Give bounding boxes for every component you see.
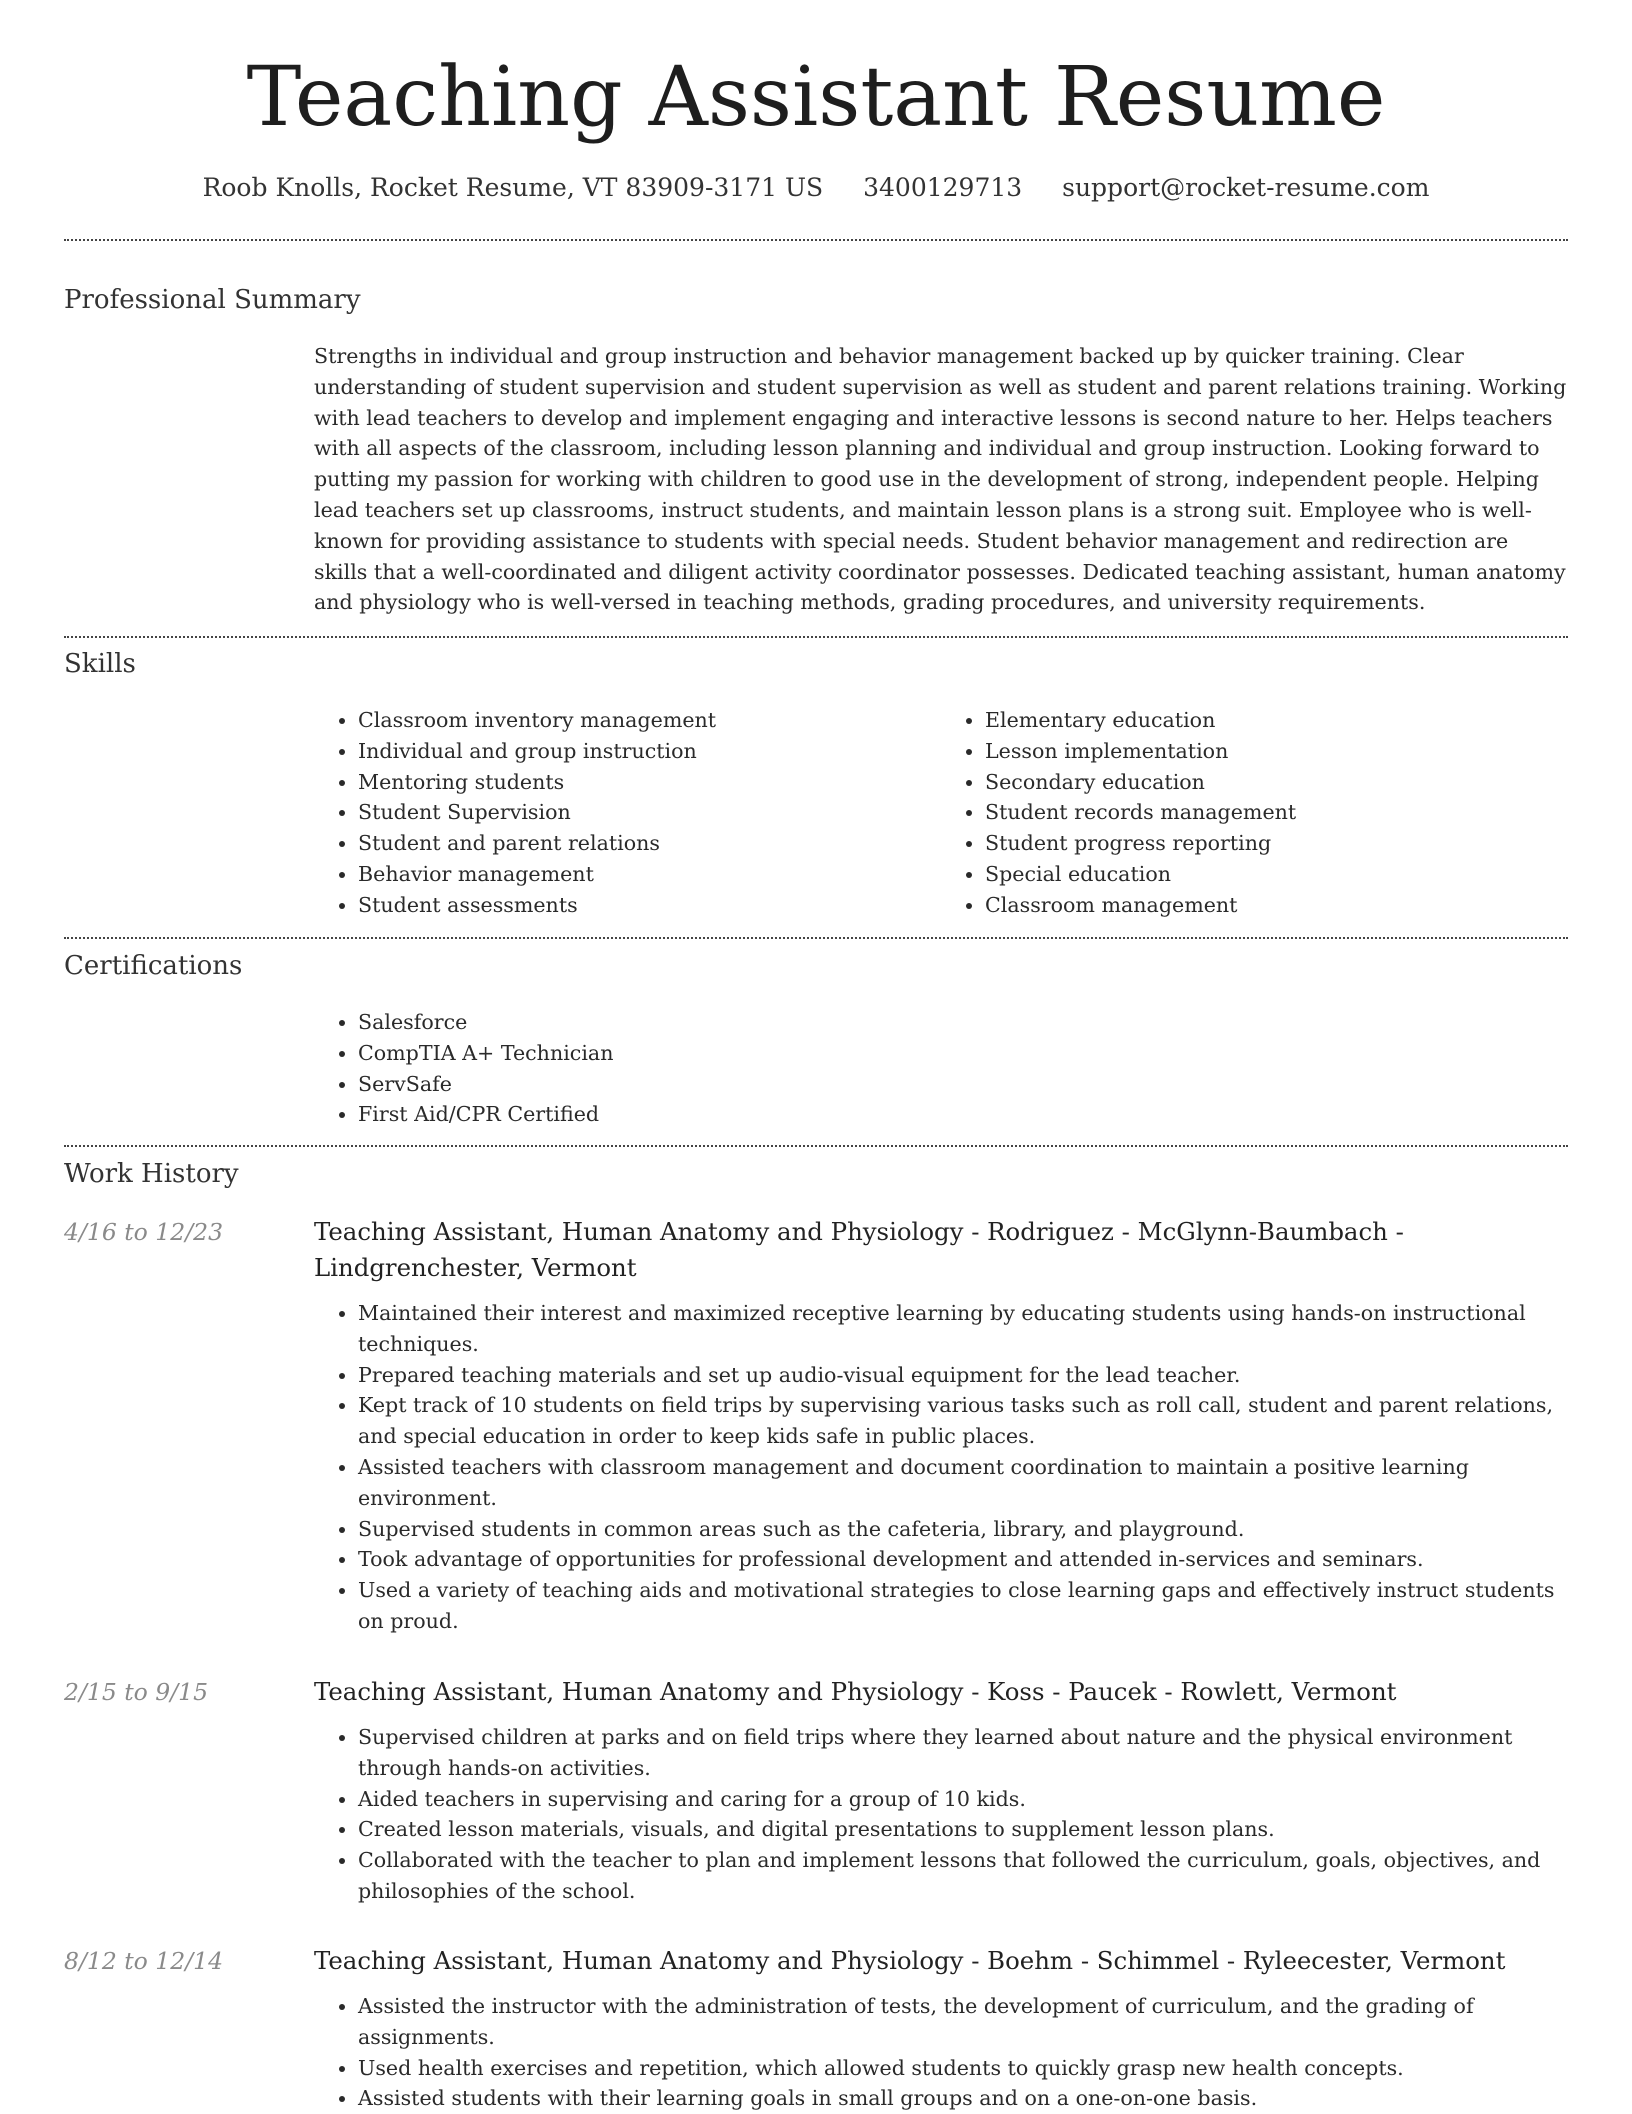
certification-item: • First Aid/CPR Certified bbox=[358, 1099, 1568, 1130]
skill-item: • Student assessments bbox=[358, 890, 941, 921]
skill-item: • Secondary education bbox=[985, 767, 1568, 798]
certification-item: • Salesforce bbox=[358, 1007, 1568, 1038]
skill-item: • Lesson implementation bbox=[985, 736, 1568, 767]
job-bullet: • Collaborated with the teacher to plan and implement lessons that followed the curriculum, goals, objectives, and philosophies of the school. bbox=[358, 1845, 1568, 1907]
certifications-section bbox=[314, 1007, 1568, 1130]
job-bullets bbox=[314, 1298, 1568, 1637]
job-title: Teaching Assistant, Human Anatomy and Physiology - Rodriguez - McGlynn-Baumbach - Lindgrenchester, Vermont bbox=[314, 1217, 1404, 1282]
job-entry bbox=[314, 1214, 1568, 1637]
skill-item: • Classroom management bbox=[985, 890, 1568, 921]
job-bullet: • Assisted the instructor with the administration of tests, the development of curriculum, and the grading of assignments. bbox=[358, 1991, 1568, 2053]
job-entry bbox=[314, 1674, 1568, 1907]
skills-section bbox=[314, 705, 1568, 921]
certification-item: • CompTIA A+ Technician bbox=[358, 1038, 1568, 1069]
skill-item: • Behavior management bbox=[358, 859, 941, 890]
skill-item: • Student and parent relations bbox=[358, 828, 941, 859]
work-history-heading: Work History bbox=[64, 1159, 239, 1189]
skills-list-left bbox=[314, 705, 941, 921]
job-bullet: • Kept track of 10 students on field trips by supervising various tasks such as roll call, student and parent relations, and special education in order to keep kids safe in public places. bbox=[358, 1390, 1568, 1452]
job-bullet: • Assisted students with their learning goals in small groups and on a one-on-one basis. bbox=[358, 2083, 1568, 2114]
job-bullet: • Created lesson materials, visuals, and digital presentations to supplement lesson plans. bbox=[358, 1814, 1568, 1845]
contact-address: Roob Knolls, Rocket Resume, VT 83909-3171 US bbox=[202, 173, 824, 202]
job-bullet: • Supervised children at parks and on field trips where they learned about nature and the physical environment through hands-on activities. bbox=[358, 1722, 1568, 1784]
skill-item: • Individual and group instruction bbox=[358, 736, 941, 767]
job-bullet: • Took advantage of opportunities for professional development and attended in-services and seminars. bbox=[358, 1544, 1568, 1575]
job-bullet: • Prepared teaching materials and set up audio-visual equipment for the lead teacher. bbox=[358, 1360, 1568, 1391]
contact-line bbox=[64, 168, 1568, 208]
divider bbox=[64, 937, 1568, 939]
skill-item: • Special education bbox=[985, 859, 1568, 890]
job-date: 8/12 to 12/14 bbox=[64, 1947, 224, 1975]
skill-item: • Student Supervision bbox=[358, 797, 941, 828]
skill-item: • Student records management bbox=[985, 797, 1568, 828]
skill-item: • Elementary education bbox=[985, 705, 1568, 736]
job-title: Teaching Assistant, Human Anatomy and Physiology - Boehm - Schimmel - Ryleecester, Vermont bbox=[314, 1946, 1506, 1975]
job-bullet: • Supervised students in common areas such as the cafeteria, library, and playground. bbox=[358, 1514, 1568, 1545]
job-date: 4/16 to 12/23 bbox=[64, 1218, 224, 1246]
skill-item: • Student progress reporting bbox=[985, 828, 1568, 859]
contact-email: support@rocket-resume.com bbox=[1062, 173, 1430, 202]
job-entry bbox=[314, 1943, 1568, 2114]
job-bullet: • Used a variety of teaching aids and motivational strategies to close learning gaps and effectively instruct students on proud. bbox=[358, 1575, 1568, 1637]
certifications-list bbox=[314, 1007, 1568, 1130]
certification-item: • ServSafe bbox=[358, 1069, 1568, 1100]
job-bullet: • Used health exercises and repetition, which allowed students to quickly grasp new health concepts. bbox=[358, 2053, 1568, 2084]
summary-section bbox=[314, 341, 1568, 618]
summary-heading: Professional Summary bbox=[64, 285, 361, 315]
job-bullet: • Aided teachers in supervising and caring for a group of 10 kids. bbox=[358, 1784, 1568, 1815]
job-bullets bbox=[314, 1991, 1568, 2114]
job-bullets bbox=[314, 1722, 1568, 1907]
skill-item: • Classroom inventory management bbox=[358, 705, 941, 736]
certifications-heading: Certifications bbox=[64, 951, 243, 981]
skills-list-right bbox=[941, 705, 1568, 921]
skills-heading: Skills bbox=[64, 649, 136, 679]
resume-title: Teaching Assistant Resume bbox=[246, 50, 1386, 145]
summary-text: Strengths in individual and group instruction and behavior management backed up by quicker training. Clear understanding of student supervision and student supervision as well as student and parent relations training. Working with lead teachers to develop and implement engaging and interactive lessons is second nature to her. Helps teachers with all aspects of the classroom, including lesson planning and individual and group instruction. Looking forward to putting my passion for working with children to good use in the development of strong, independent people. Helping lead teachers set up classrooms, instruct students, and maintain lesson plans is a strong suit. Employee who is well-known for providing assistance to students with special needs. Student behavior management and redirection are skills that a well-coordinated and diligent activity coordinator possesses. Dedicated teaching assistant, human anatomy and physiology who is well-versed in teaching methods, grading procedures, and university requirements. bbox=[314, 344, 1567, 615]
job-title: Teaching Assistant, Human Anatomy and Physiology - Koss - Paucek - Rowlett, Vermont bbox=[314, 1677, 1397, 1706]
job-bullet: • Assisted teachers with classroom management and document coordination to maintain a positive learning environment. bbox=[358, 1452, 1568, 1514]
divider bbox=[64, 636, 1568, 638]
divider bbox=[64, 239, 1568, 241]
job-date: 2/15 to 9/15 bbox=[64, 1678, 209, 1706]
contact-phone: 3400129713 bbox=[863, 173, 1023, 202]
skill-item: • Mentoring students bbox=[358, 767, 941, 798]
job-bullet: • Maintained their interest and maximized receptive learning by educating students using hands-on instructional techniques. bbox=[358, 1298, 1568, 1360]
divider bbox=[64, 1145, 1568, 1147]
